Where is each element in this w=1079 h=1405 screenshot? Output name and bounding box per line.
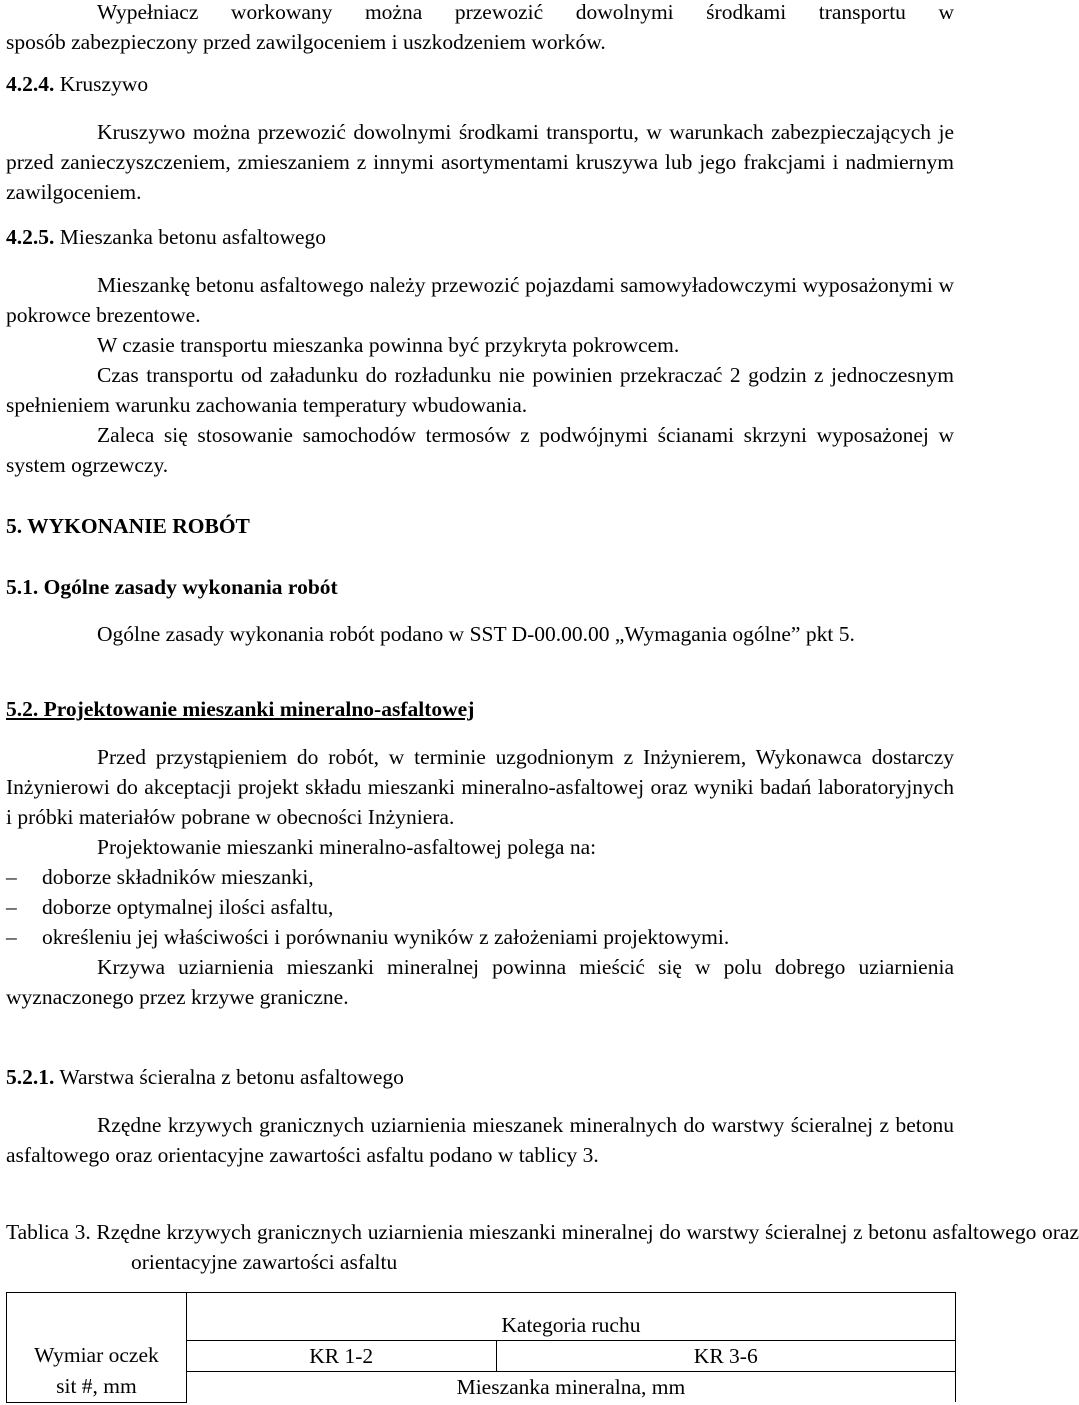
paragraph-4-2-5-b: W czasie transportu mieszanka powinna być przykryta pokrowcem. bbox=[97, 333, 680, 357]
grading-table bbox=[6, 1292, 956, 1403]
heading-4-2-4 bbox=[6, 72, 148, 97]
paragraph-4-2-4: Kruszywo można przewozić dowolnymi środkami transportu, w warunkach zabezpieczających je przed zanieczyszczeniem, zmieszaniem z innymi asortymentami kruszywa lub jego frakcjami i nadmiernym zawilgoceniem. bbox=[6, 120, 954, 204]
heading-5: 5. WYKONANIE ROBÓT bbox=[6, 514, 250, 538]
paragraph-5-2-1: Rzędne krzywych granicznych uziarnienia mieszanek mineralnych do warstwy ścieralnej z betonu asfaltowego oraz orientacyjne zawartości asfaltu podano w tablicy 3. bbox=[6, 1113, 954, 1167]
sieve-size-header-line-2: sit #, mm bbox=[56, 1373, 137, 1398]
intro-line-1: Wypełniacz workowany można przewozić dowolnymi środkami transportu w bbox=[97, 0, 954, 24]
intro-paragraph bbox=[6, 0, 954, 57]
list-item bbox=[6, 922, 954, 952]
heading-4-2-5-number: 4.2.5. bbox=[6, 225, 55, 249]
heading-4-2-5 bbox=[6, 225, 326, 250]
section-4-2-5-body bbox=[6, 270, 954, 480]
heading-4-2-4-title: Kruszywo bbox=[59, 72, 149, 96]
heading-5-2-1-number: 5.2.1. bbox=[6, 1065, 55, 1089]
table-row bbox=[7, 1293, 956, 1341]
intro-line-2: sposób zabezpieczony przed zawilgoceniem i uszkodzeniem worków. bbox=[6, 30, 606, 54]
paragraph-5-1: Ogólne zasady wykonania robót podano w SST D-00.00.00 „Wymagania ogólne” pkt 5. bbox=[97, 622, 855, 646]
section-5-2-body bbox=[6, 742, 954, 1012]
dash-bullet: – bbox=[6, 925, 17, 949]
list-item bbox=[6, 862, 954, 892]
sieve-size-header bbox=[7, 1293, 187, 1403]
paragraph-5-2-c: Krzywa uziarnienia mieszanki mineralnej powinna mieścić się w polu dobrego uziarnienia wyznaczonego przez krzywe graniczne. bbox=[6, 955, 954, 1009]
heading-5-1: 5.1. Ogólne zasady wykonania robót bbox=[6, 575, 338, 599]
paragraph-5-2-a: Przed przystąpieniem do robót, w terminie uzgodnionym z Inżynierem, Wykonawca dostarczy Inżynierowi do akceptacji projekt składu mieszanki mineralno-asfaltowej oraz wyniki badań laboratoryjnych i próbki materiałów pobrane w obecności Inżyniera. bbox=[6, 745, 954, 829]
traffic-category-header: Kategoria ruchu bbox=[186, 1293, 955, 1341]
paragraph-4-2-5-d: Zaleca się stosowanie samochodów termosów z podwójnymi ścianami skrzyni wyposażonej w system ogrzewczy. bbox=[6, 423, 954, 477]
table-caption: Tablica 3. Rzędne krzywych granicznych uziarnienia mieszanki mineralnej do warstwy ścieralnej z betonu asfaltowego oraz orientacyjne zawartości asfaltu bbox=[6, 1220, 1079, 1274]
paragraph-5-2-b: Projektowanie mieszanki mineralno-asfaltowej polega na: bbox=[97, 835, 597, 859]
heading-4-2-4-number: 4.2.4. bbox=[6, 72, 55, 96]
heading-5-2-1 bbox=[6, 1065, 404, 1090]
list-item-text: doborze składników mieszanki, bbox=[42, 865, 314, 889]
paragraph-4-2-5-c: Czas transportu od załadunku do rozładunku nie powinien przekraczać 2 godzin z jednoczesnym spełnieniem warunku zachowania temperatury wbudowania. bbox=[6, 363, 954, 417]
heading-5-2: 5.2. Projektowanie mieszanki mineralno-asfaltowej bbox=[6, 697, 475, 721]
paragraph-4-2-5-a: Mieszankę betonu asfaltowego należy przewozić pojazdami samowyładowczymi wyposażonymi w pokrowce brezentowe. bbox=[6, 273, 954, 327]
list-item-text: doborze optymalnej ilości asfaltu, bbox=[42, 895, 334, 919]
dash-bullet: – bbox=[6, 895, 17, 919]
list-item bbox=[6, 892, 954, 922]
sieve-size-header-line-1: Wymiar oczek bbox=[34, 1342, 159, 1367]
heading-5-2-1-title: Warstwa ścieralna z betonu asfaltowego bbox=[59, 1065, 404, 1089]
kr-1-2-header: KR 1-2 bbox=[186, 1341, 496, 1372]
kr-3-6-header: KR 3-6 bbox=[496, 1341, 955, 1372]
mineral-mix-header: Mieszanka mineralna, mm bbox=[186, 1372, 955, 1403]
list-item-text: określeniu jej właściwości i porównaniu wyników z założeniami projektowymi. bbox=[42, 925, 730, 949]
heading-4-2-5-title: Mieszanka betonu asfaltowego bbox=[59, 225, 327, 249]
dash-bullet: – bbox=[6, 865, 17, 889]
